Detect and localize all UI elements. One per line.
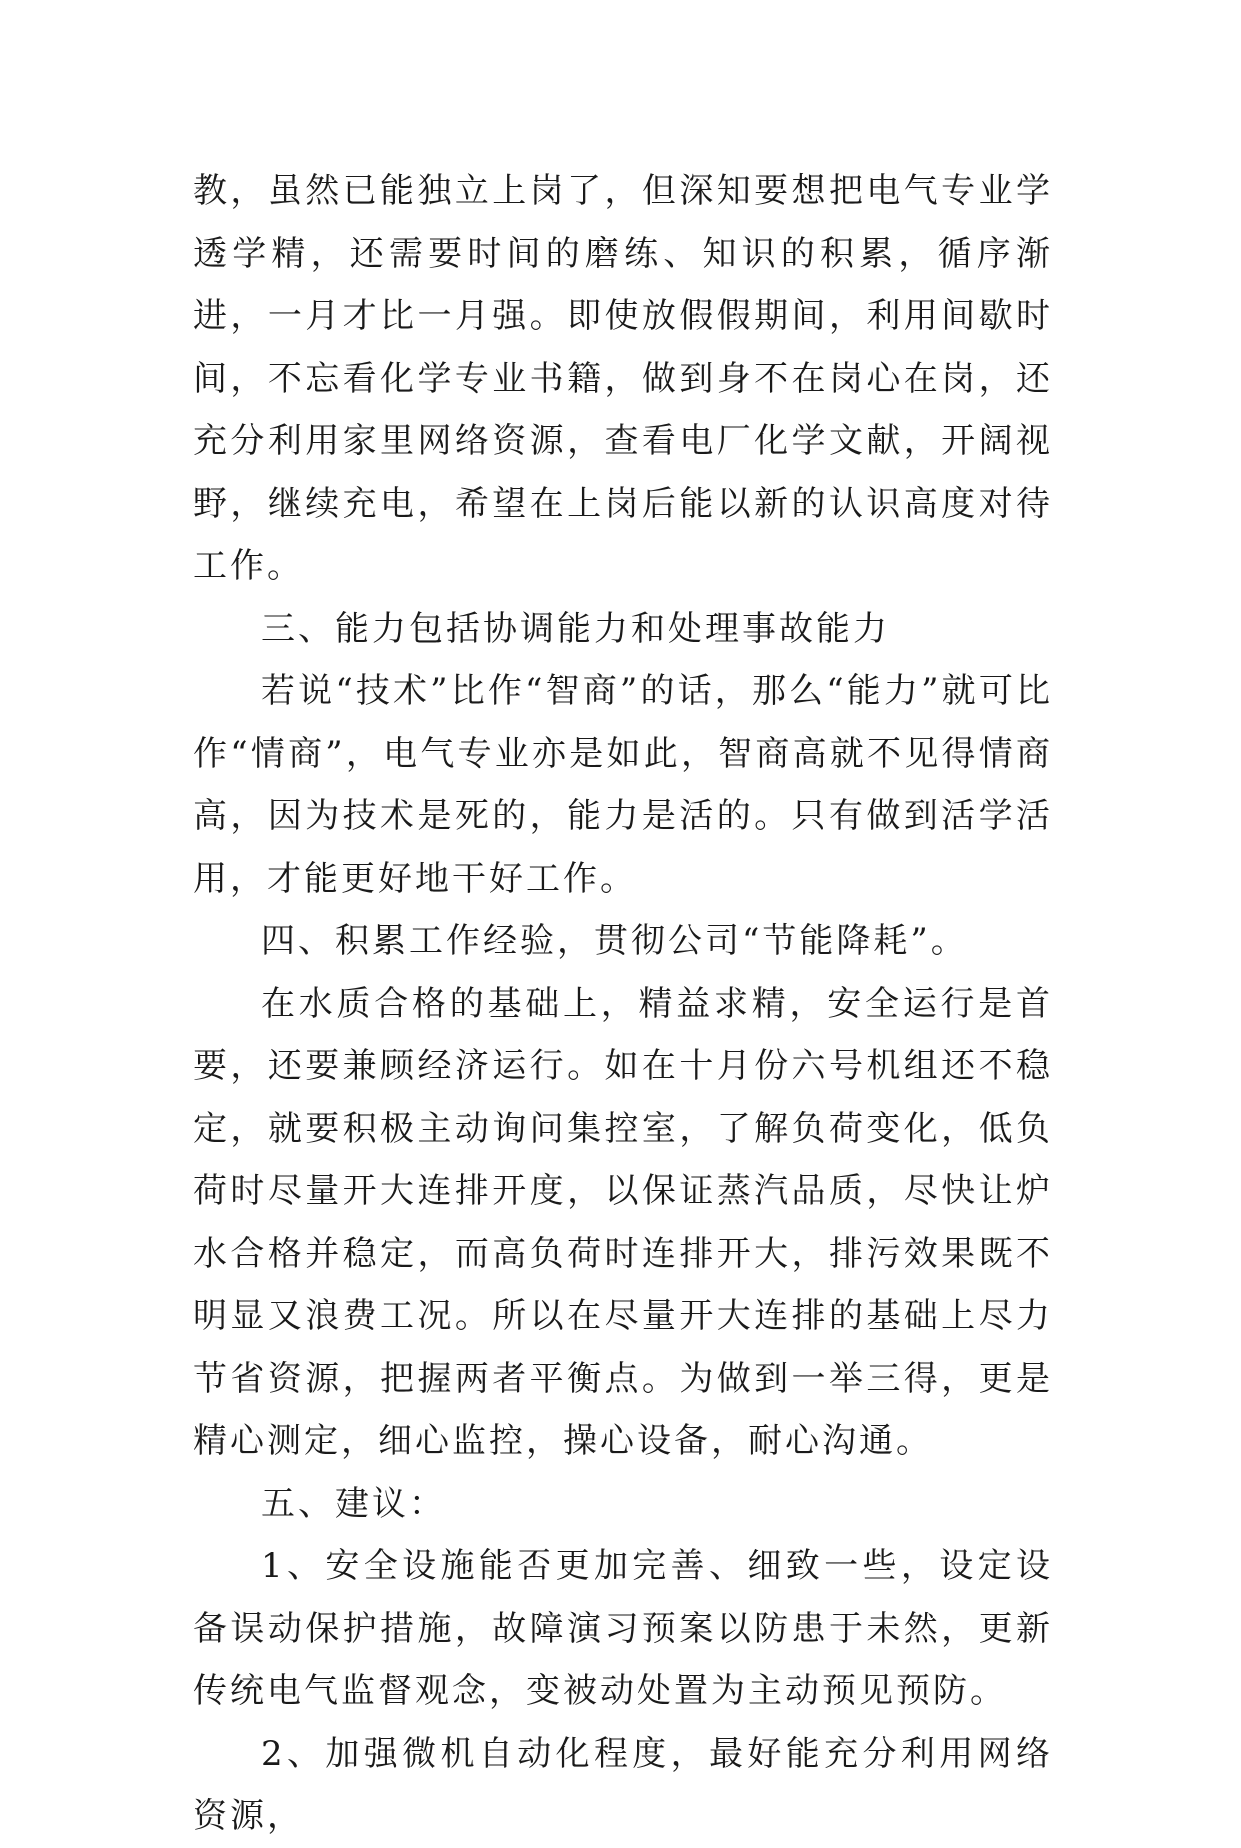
heading-suggestions: 五、建议： [261,1483,446,1524]
heading-ability: 三、能力包括协调能力和处理事故能力 [261,608,890,649]
paragraph-continued-study: 教，虽然已能独立上岗了，但深知要想把电气专业学透学精，还需要时间的磨练、知识的积累，循序渐进，一月才比一月强。即使放假假期间，利用间歇时间，不忘看化学专业书籍，做到身不在岗心在岗，还充分利用家里网络资源，查看电厂化学文献，开阔视野，继续充电，希望在上岗后能以新的认识高度对待工作。 [193,171,1053,586]
paragraph-ability: 若说“技术”比作“智商”的话，那么“能力”就可比作“情商”，电气专业亦是如此，智商高就不见得情商高，因为技术是死的，能力是活的。只有做到活学活用，才能更好地干好工作。 [193,671,1053,899]
heading-experience: 四、积累工作经验，贯彻公司“节能降耗”。 [261,921,968,961]
document-body [193,160,1053,1848]
paragraph-experience: 在水质合格的基础上，精益求精，安全运行是首要，还要兼顾经济运行。如在十月份六号机组还不稳定，就要积极主动询问集控室，了解负荷变化，低负荷时尽量开大连排开度，以保证蒸汽品质，尽快让炉水合格并稳定，而高负荷时连排开大，排污效果既不明显又浪费工况。所以在尽量开大连排的基础上尽力节省资源，把握两者平衡点。为做到一举三得，更是精心测定，细心监控，操心设备，耐心沟通。 [193,983,1053,1461]
suggestion-item-1: 1、安全设施能否更加完善、细致一些，设定设备误动保护措施，故障演习预案以防患于未然，更新传统电气监督观念，变被动处置为主动预见预防。 [193,1546,1053,1711]
suggestion-item-2: 2、加强微机自动化程度，最好能充分利用网络资源， [193,1733,1053,1836]
